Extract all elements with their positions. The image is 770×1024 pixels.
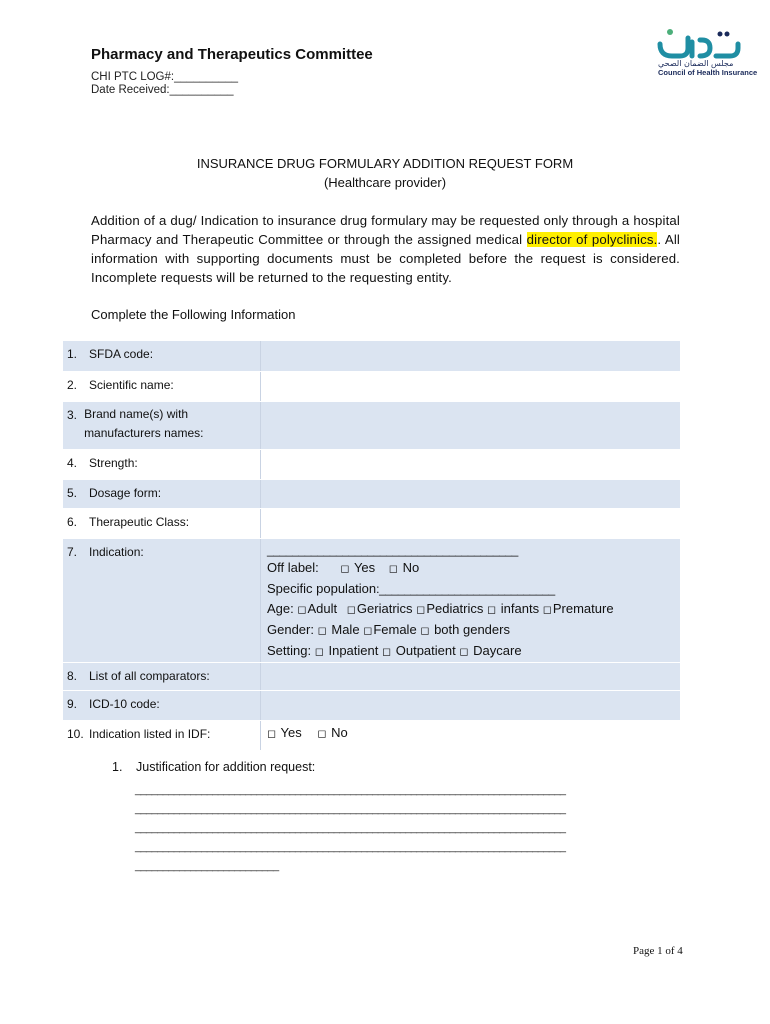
committee-title: Pharmacy and Therapeutics Committee [91, 46, 373, 63]
off-label-no-checkbox[interactable]: ◻ No [388, 559, 420, 575]
justification-line: ______________________________________________________________________________ [135, 784, 566, 796]
form-title: INSURANCE DRUG FORMULARY ADDITION REQUEST FORM [196, 156, 574, 171]
age-infants-checkbox[interactable]: ◻ infants [487, 600, 540, 616]
gender-male-checkbox[interactable]: ◻ Male [317, 621, 360, 637]
setting-daycare-checkbox[interactable]: ◻ Daycare [459, 642, 522, 658]
setting-outpatient-checkbox[interactable]: ◻ Outpatient [381, 642, 456, 658]
page-number: Page 1 of 4 [633, 945, 683, 957]
brand-names-field[interactable] [261, 401, 681, 449]
logo-arabic-text: مجلس الضمان الصحي [658, 59, 734, 68]
setting-line: Setting: ◻ Inpatient ◻ Outpatient ◻ Daycare [267, 642, 522, 658]
intro-text-before: Addition of a dug/ Indication to insurance drug formulary may be requested only through a hospital Pharmacy and Therapeutic Committee or through the assigned medical [91, 213, 680, 247]
gender-line: Gender: ◻ Male ◻Female ◻ both genders [267, 621, 510, 637]
dosage-form-field[interactable] [261, 479, 681, 508]
sfda-code-field[interactable] [261, 341, 681, 371]
table-row-dosage-form: 5. Dosage form: [63, 479, 680, 508]
drug-info-table [63, 341, 680, 751]
row-label: List of all comparators: [89, 668, 210, 683]
icd10-field[interactable] [261, 690, 681, 720]
table-row-scientific-name: 2. Scientific name: [63, 371, 680, 401]
idf-field [261, 720, 681, 750]
comparators-field[interactable] [261, 662, 681, 690]
row-label: Brand name(s) with manufacturers names: [84, 406, 204, 440]
table-row-icd10: 9. ICD-10 code: [63, 690, 680, 720]
intro-paragraph [91, 211, 680, 287]
age-premature-checkbox[interactable]: ◻Premature [542, 600, 614, 616]
row-label: Dosage form: [89, 485, 162, 500]
strength-field[interactable] [261, 449, 681, 479]
age-pediatrics-checkbox[interactable]: ◻Pediatrics [416, 600, 484, 616]
idf-no-checkbox[interactable]: ◻ No [317, 724, 348, 740]
table-row-therapeutic-class: 6. Therapeutic Class: [63, 508, 680, 538]
row-label: Indication: [89, 544, 144, 559]
ptc-log-field: CHI PTC LOG#:__________ [91, 71, 239, 83]
gender-both-checkbox[interactable]: ◻ both genders [420, 621, 510, 637]
row-label: ICD-10 code: [89, 696, 160, 711]
indication-field[interactable] [261, 538, 681, 662]
justification-line: __________________________ [135, 860, 279, 872]
idf-yes-checkbox[interactable]: ◻ Yes [267, 724, 302, 740]
table-row-sfda: 1. SFDA code: [63, 341, 680, 371]
row-label: Therapeutic Class: [89, 514, 190, 529]
form-subtitle: (Healthcare provider) [323, 175, 447, 190]
table-row-idf: 10. Indication listed in IDF: ◻ Yes ◻ No [63, 720, 680, 750]
row-label: SFDA code: [89, 347, 154, 361]
row-label: Indication listed in IDF: [89, 726, 211, 741]
table-row-strength: 4. Strength: [63, 449, 680, 479]
row-label: Scientific name: [89, 377, 174, 392]
intro-highlight: director of polyclinics. [526, 232, 658, 247]
justification-line: ______________________________________________________________________________ [135, 822, 566, 834]
age-line: Age: ◻Adult ◻Geriatrics ◻Pediatrics ◻ infants ◻Premature [267, 600, 614, 616]
justification-field[interactable] [135, 781, 565, 876]
age-geriatrics-checkbox[interactable]: ◻Geriatrics [346, 600, 413, 616]
intro-text-after: . All information with supporting documents must be completed before the request is considered. Incomplete requests will be returned to the requesting entity. [91, 232, 680, 285]
section-heading: Complete the Following Information [91, 307, 296, 322]
date-received-field: Date Received:__________ [91, 84, 234, 96]
chi-logo-mark-icon [650, 26, 750, 60]
justification-heading: 1. Justification for addition request: [112, 760, 316, 774]
specific-population-line: Specific population:____________________________ [267, 580, 555, 596]
justification-line: ______________________________________________________________________________ [135, 841, 566, 853]
table-row-indication: 7. Indication: ________________________________________ Off label: ◻ Yes ◻ No Specific population:____________________________ Age: ◻Adult ◻Geriatrics ◻Pediatrics ◻ infants ◻Premature Gender: ◻ Male ◻Female ◻ both genders Setting: ◻ Inpatient ◻ Outpatient ◻ Daycare [63, 538, 680, 662]
scientific-name-field[interactable] [261, 371, 681, 401]
chi-logo [650, 26, 758, 80]
justification-line: ______________________________________________________________________________ [135, 803, 566, 815]
off-label-line: Off label: ◻ Yes ◻ No [267, 559, 420, 575]
setting-inpatient-checkbox[interactable]: ◻ Inpatient [314, 642, 379, 658]
therapeutic-class-field[interactable] [261, 508, 681, 538]
age-adult-checkbox[interactable]: ◻Adult [297, 600, 338, 616]
table-row-comparators: 8. List of all comparators: [63, 662, 680, 690]
row-label: Strength: [89, 455, 138, 470]
gender-female-checkbox[interactable]: ◻Female [363, 621, 417, 637]
logo-english-text: Council of Health Insurance [658, 68, 758, 77]
off-label-yes-checkbox[interactable]: ◻ Yes [340, 559, 376, 575]
indication-blank-line: ________________________________________ [267, 542, 518, 557]
table-row-brand-names: 3. Brand name(s) with manufacturers names: [63, 401, 680, 449]
